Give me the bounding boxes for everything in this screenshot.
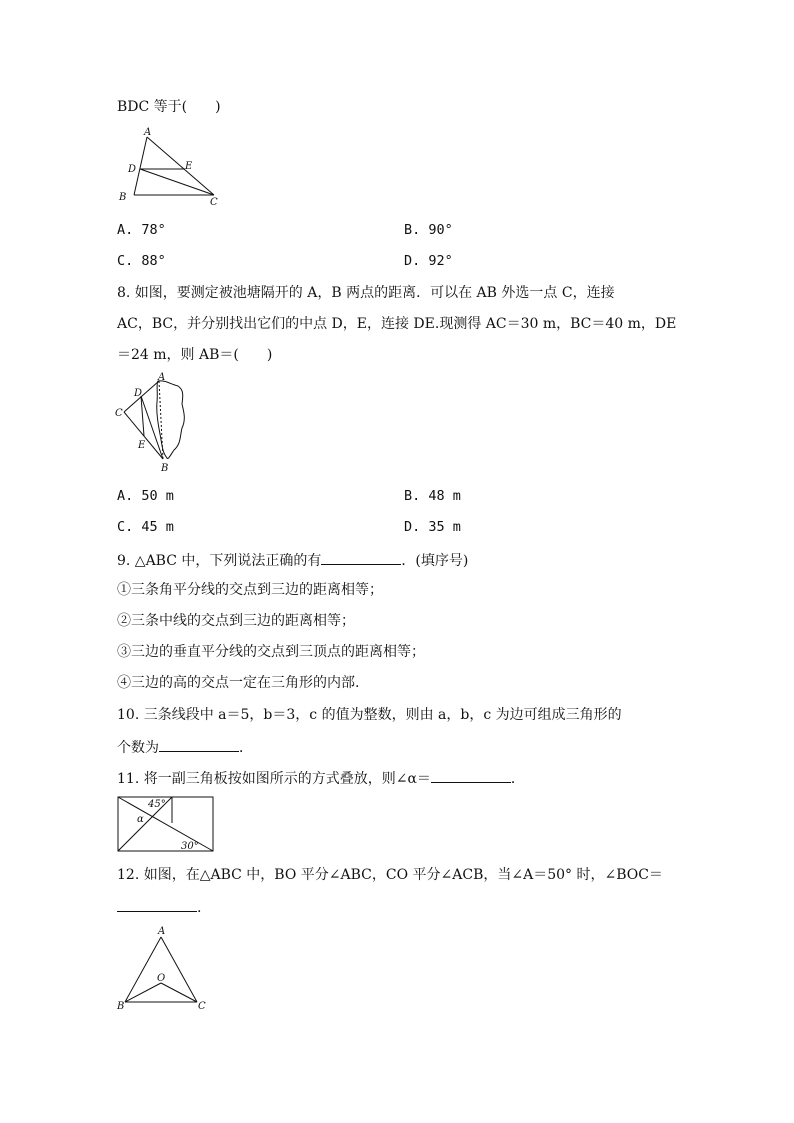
q8-option-b: B. 48 m — [404, 488, 461, 504]
q7-label-c: C — [210, 197, 218, 208]
q7-option-a: A. 78° — [117, 222, 166, 238]
q8-figure — [112, 372, 202, 478]
q7-option-c: C. 88° — [117, 253, 166, 269]
q7-segment-dc — [140, 169, 214, 195]
q11-label-alpha: α — [137, 814, 144, 825]
q7-figure — [112, 124, 232, 210]
q8-option-a: A. 50 m — [117, 488, 174, 504]
q10-line-2 — [117, 737, 253, 757]
q7-option-b: B. 90° — [404, 222, 453, 238]
q8-label-b: B — [161, 463, 169, 474]
q11-stem-after: ． — [510, 771, 525, 787]
q9-answer-blank — [321, 550, 401, 565]
q7-stem-tail: BDC 等于( ) — [117, 99, 221, 115]
q12-figure — [112, 922, 212, 1014]
q11-label-30: 30° — [181, 841, 199, 852]
q10-line-1: 10. 三条线段中 a＝5，b＝3，c 的值为整数，则由 a，b，c 为边可组成三角形的 — [117, 707, 622, 723]
q11-label-45: 45° — [148, 799, 166, 810]
q7-option-d: D. 92° — [404, 253, 453, 269]
q12-label-a: A — [158, 926, 166, 937]
q8-option-c: C. 45 m — [117, 519, 174, 535]
q7-side-ac — [147, 137, 214, 195]
q9-stem — [117, 550, 468, 570]
q9-item-2: ②三条中线的交点到三边的距离相等； — [117, 613, 355, 629]
q8-label-e: E — [138, 440, 146, 451]
q9-item-3: ③三边的垂直平分线的交点到三顶点的距离相等； — [117, 644, 425, 660]
q8-option-d: D. 35 m — [404, 519, 461, 535]
q11-answer-blank — [431, 768, 511, 783]
q8-line-3: ＝24 m，则 AB＝( ) — [117, 347, 273, 363]
q12-line-2-after: . — [197, 900, 202, 916]
q12-answer-blank — [117, 897, 197, 912]
q12-label-o: O — [157, 973, 166, 984]
q9-stem-before: 9. △ABC 中，下列说法正确的有 — [117, 553, 322, 569]
q8-line-1: 8. 如图，要测定被池塘隔开的 A，B 两点的距离．可以在 AB 外选一点 C，连接 — [117, 285, 615, 301]
q8-label-d: D — [134, 388, 143, 399]
q7-label-d: D — [128, 164, 137, 175]
q10-line-2-after: ． — [239, 740, 253, 756]
q8-label-c: C — [115, 408, 123, 419]
q9-item-4: ④三边的高的交点一定在三角形的内部. — [117, 675, 360, 691]
q9-stem-after: ．(填序号) — [401, 553, 469, 569]
q10-answer-blank — [159, 737, 239, 752]
q10-line-2-before: 个数为 — [117, 740, 159, 756]
q11-stem-before: 11. 将一副三角板按如图所示的方式叠放，则∠α＝ — [117, 771, 431, 787]
q7-label-a: A — [144, 127, 152, 138]
q11-figure — [112, 792, 222, 858]
q12-label-c: C — [198, 1001, 206, 1012]
q11-stem — [117, 768, 525, 788]
q8-label-a: A — [158, 372, 166, 383]
q8-line-2: AC，BC，并分别找出它们的中点 D，E，连接 DE.现测得 AC＝30 m，BC＝40 m，DE — [117, 316, 677, 332]
q7-label-e: E — [185, 161, 193, 172]
q7-label-b: B — [119, 192, 127, 203]
q12-line-2 — [117, 897, 201, 917]
q8-pond-outline — [157, 381, 185, 459]
q12-label-b: B — [117, 1001, 125, 1012]
q12-line-1: 12. 如图，在△ABC 中，BO 平分∠ABC，CO 平分∠ACB，当∠A＝50° 时，∠BOC＝ — [117, 867, 663, 883]
q9-item-1: ①三条角平分线的交点到三边的距离相等； — [117, 582, 383, 598]
